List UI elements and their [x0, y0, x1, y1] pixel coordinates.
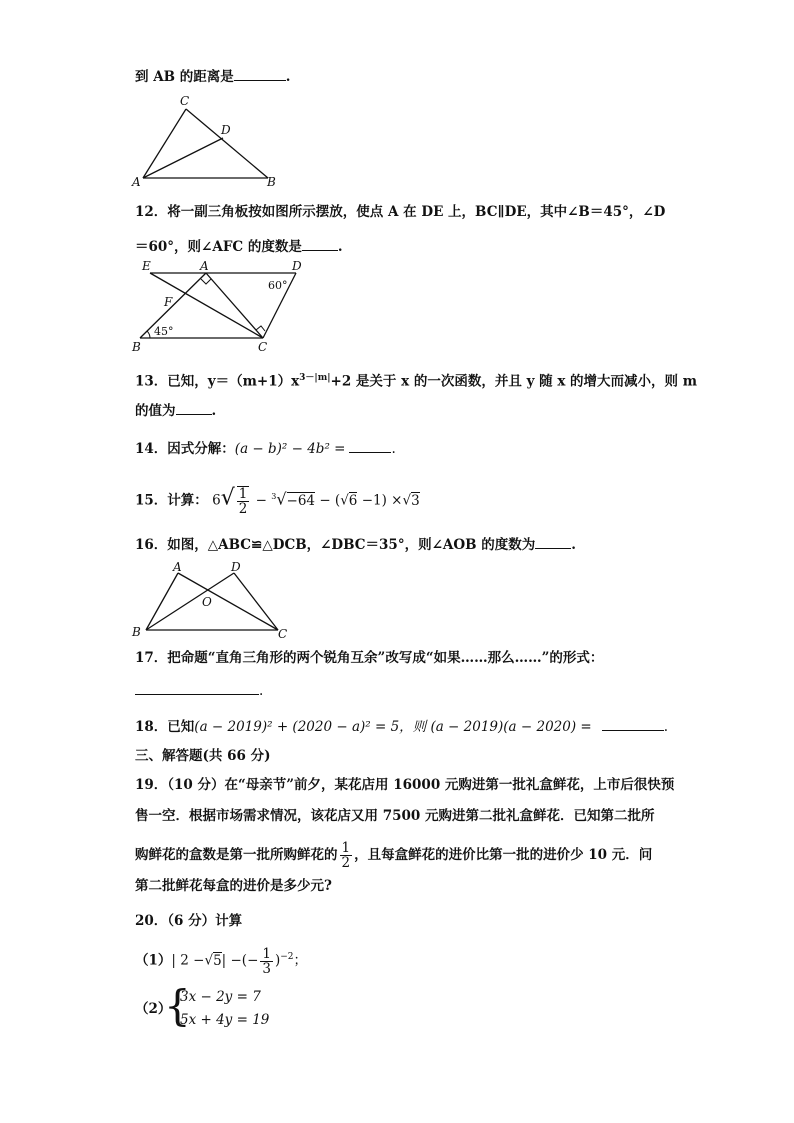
angle-arc-b — [147, 331, 150, 338]
q20-part1: （1）| 2 −√5| −(− $\frac{1}{3}$ )$^{-2}$； — [135, 945, 308, 977]
answer-blank — [602, 716, 664, 731]
label-f: F — [164, 295, 173, 309]
label-b: B — [132, 340, 141, 354]
q20-title: 20．（6 分）计算 — [135, 913, 243, 929]
answer-blank — [535, 534, 571, 549]
angle-label-45: 45° — [154, 325, 174, 338]
q11-text-tail: 到 AB 的距离是 — [135, 69, 234, 85]
segment-bd — [146, 573, 234, 630]
q20-part2-label: （2） — [135, 1001, 172, 1017]
answer-blank — [176, 400, 212, 415]
label-c: C — [278, 627, 288, 641]
label-d: D — [231, 560, 241, 574]
q14: 14．因式分解：(a − b)² − 4b² = . — [135, 438, 396, 459]
q16: 16．如图，△ABC≌△DCB，∠DBC＝35°，则∠AOB 的度数为 . — [135, 534, 576, 555]
q12-line1: 12．将一副三角板按如图所示摆放，使点 A 在 DE 上，BC∥DE，其中∠B＝45°，∠D — [135, 204, 666, 220]
q19-line4: 第二批鲜花每盒的进价是多少元? — [135, 878, 332, 894]
segment-cb — [186, 109, 268, 178]
sqrt-sign: √ — [402, 492, 412, 509]
equation-2: 5x + 4y = 19 — [180, 1012, 270, 1028]
sqrt-sign: √ — [220, 485, 235, 511]
label-a: A — [132, 175, 141, 189]
right-angle-mark-a — [201, 279, 211, 284]
segment-ba — [146, 573, 178, 630]
q18: 18．已知(a − 2019)² + (2020 − a)² = 5，则 (a − 2019)(a − 2020) = . — [135, 716, 668, 737]
q17-line1: 17．把命题“直角三角形的两个锐角互余”改写成“如果……那么……”的形式： — [135, 650, 604, 666]
q12-line2: ＝60°，则∠AFC 的度数是 . — [135, 236, 343, 257]
label-c: C — [180, 94, 190, 108]
q15-fraction: $\frac{1}{2}$ — [238, 486, 248, 517]
segment-ac — [178, 573, 278, 630]
angle-label-60: 60° — [268, 279, 288, 292]
label-a: A — [173, 560, 182, 574]
q19-line3: 购鲜花的盒数是第一批所购鲜花的 $\frac{1}{2}$ ，且每盒鲜花的进价比第一批的进价少 10 元．问 — [135, 840, 653, 871]
cube-root-sign: √ — [276, 489, 287, 509]
q11-triangle-figure — [128, 92, 288, 190]
label-b: B — [132, 625, 141, 639]
answer-blank — [234, 66, 286, 81]
sqrt-sign: √ — [340, 492, 349, 509]
q14-expression: (a − b)² − 4b² = — [234, 441, 346, 457]
segment-dc — [234, 573, 278, 630]
answer-blank — [302, 236, 338, 251]
q17-line2: . — [135, 680, 263, 701]
sqrt-sign: √ — [204, 952, 214, 969]
q12-triangle-set-figure — [128, 258, 318, 356]
answer-blank — [135, 680, 259, 695]
q20-fraction: $\frac{1}{3}$ — [262, 945, 271, 977]
q13-line2: 的值为 . — [135, 400, 216, 421]
q19-fraction: $\frac{1}{2}$ — [341, 840, 351, 871]
q13-line1: 13．已知，$y=(m+1)x^{3-|m|}+2$ 是关于 x 的一次函数，并且 y 随 x 的增大而减小，则 m — [135, 373, 698, 390]
q18-expression: (a − 2019)² + (2020 − a)² = 5，则 (a − 2019)(a − 2020) = — [194, 719, 592, 735]
segment-ac — [206, 273, 263, 338]
q11-text: 到 AB 的距离是 . — [135, 66, 291, 87]
right-angle-mark-c — [256, 326, 265, 331]
q16-triangles-figure — [128, 560, 293, 642]
label-c: C — [258, 340, 268, 354]
label-d: D — [221, 123, 231, 137]
label-b: B — [267, 175, 276, 189]
label-a: A — [200, 259, 209, 273]
label-o: O — [202, 595, 212, 609]
q15: 15．计算： 6√ $\frac{1}{2}$ − $^3$√−64 − (√6 −1) ×√3 — [135, 485, 420, 517]
equation-1: 3x − 2y = 7 — [180, 989, 261, 1005]
label-e: E — [142, 259, 151, 273]
label-d: D — [292, 259, 302, 273]
answer-blank — [349, 438, 391, 453]
q19-line2: 售一空．根据市场需求情况，该花店又用 7500 元购进第二批礼盒鲜花．已知第二批所 — [135, 808, 655, 824]
q19-line1: 19．（10 分）在“母亲节”前夕，某花店用 16000 元购进第一批礼盒鲜花，上市后很快预 — [135, 777, 675, 793]
system-brace: { — [164, 981, 191, 1030]
q13-exponent: 3－|m| — [299, 373, 331, 383]
section-heading: 三、解答题(共 66 分) — [135, 748, 271, 764]
